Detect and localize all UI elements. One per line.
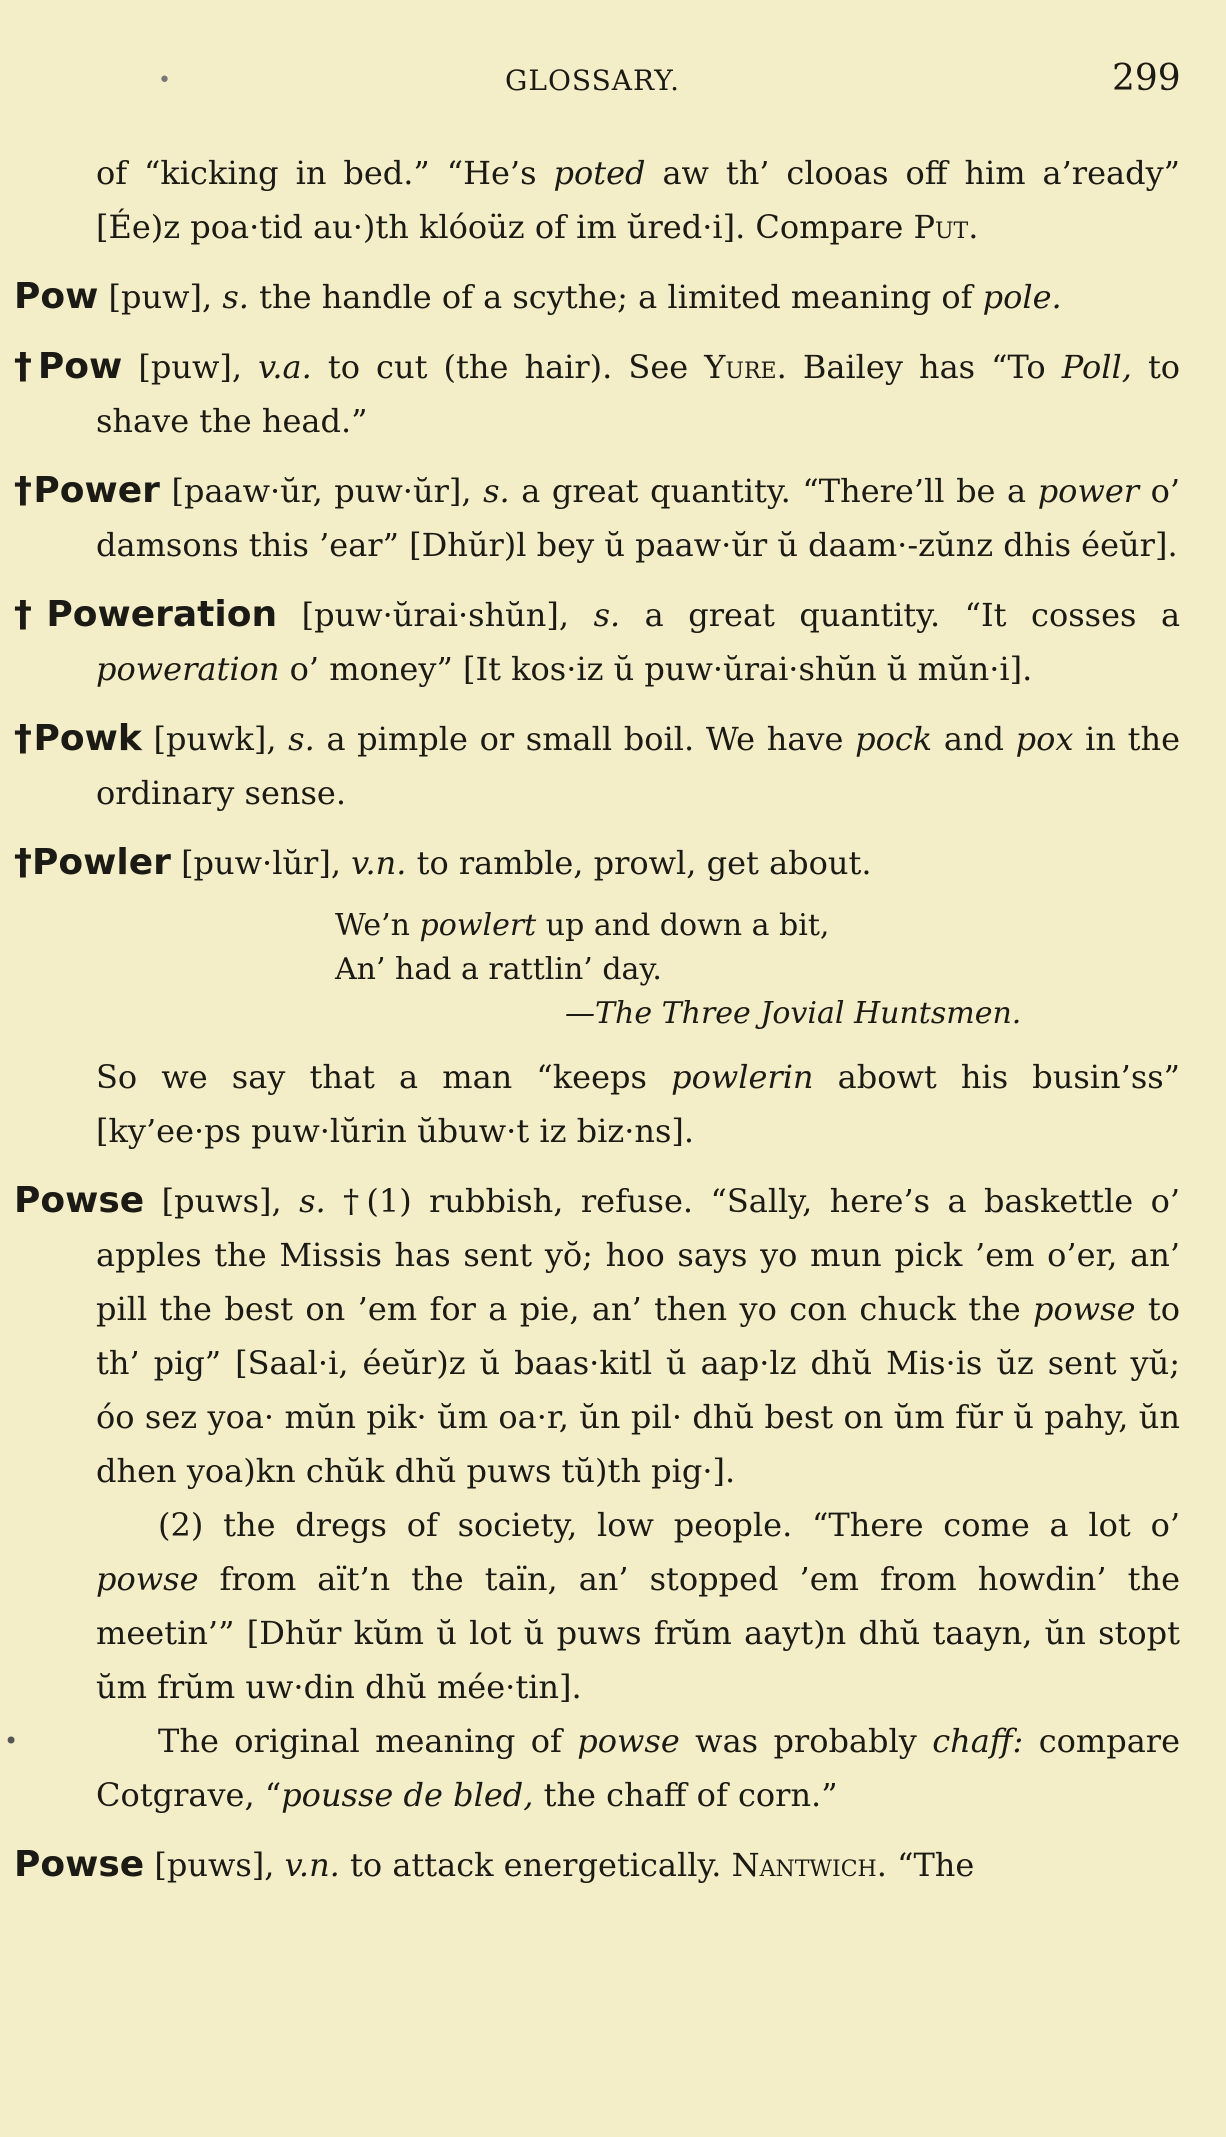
page-number: 299 xyxy=(1112,58,1181,99)
entry-poweration: †Poweration [puw·ŭrai·shŭn], s. a great quantity. “It cosses a poweration o’ money” [It kos·iz ŭ puw·ŭrai·shŭn ŭ mŭn·i]. xyxy=(14,594,1181,688)
running-header xyxy=(0,60,1226,100)
continued-entry: of “kicking in bed.” “He’s poted aw th’ clooas off him a’ready” [Ée)z poa·tid au·)th klóoüz of im ŭred·i]. Compare Put. xyxy=(96,154,1181,246)
header-title: GLOSSARY. xyxy=(505,64,681,97)
entry-pow-1: Pow [puw], s. the handle of a scythe; a limited meaning of pole. xyxy=(14,276,1062,317)
entry-power: †Power [paaw·ŭr, puw·ŭr], s. a great quantity. “There’ll be a power o’ damsons this ’ear” [Dhŭr)l bey ŭ paaw·ŭr ŭ daam·-zŭnz dhis éeŭr]. xyxy=(14,470,1181,564)
headword: Powse xyxy=(14,1180,145,1221)
entry-powse-verb: Powse [puws], v.n. to attack energetically. Nantwich. “The xyxy=(14,1844,975,1885)
powse-sense-2: (2) the dregs of society, low people. “There come a lot o’ powse from aït’n the taïn, an’ stopped ’em from howdin’ the meetin’” [Dhŭr kŭm ŭ lot ŭ puws frŭm aayt)n dhŭ taayn, ŭn stopt ŭm frŭm uw·din dhŭ mée·tin]. xyxy=(96,1506,1181,1706)
headword: †Power xyxy=(14,470,160,511)
headword: †Pow xyxy=(14,346,123,387)
glossary-body xyxy=(0,146,1226,1892)
headword: †Poweration xyxy=(14,594,278,635)
entry-powse-noun: Powse [puws], s. †(1) rubbish, refuse. “Sally, here’s a baskettle o’ apples the Missis has sent yŏ; hoo says yo mun pick ’em o’er, an’ pill the best on ’em for a pie, an’ then yo con chuck the powse to th’ pig” [Saal·i, éeŭr)z ŭ baas·kitl ŭ aap·lz dhŭ Mis·is ŭz sent yŭ; óo sez yoa· mŭn pik· ŭm oa·r, ŭn pil· dhŭ best on ŭm fŭr ŭ pahy, ŭn dhen yoa)kn chŭk dhŭ puws tŭ)th pig·]. xyxy=(14,1180,1181,1490)
entry-powler: †Powler [puw·lŭr], v.n. to ramble, prowl, get about. xyxy=(14,842,872,883)
powse-etymology: • The original meaning of powse was probably chaff: compare Cotgrave, “pousse de bled, the chaff of corn.” xyxy=(0,1714,1226,1822)
powler-note: So we say that a man “keeps powlerin abowt his busin’ss” [ky’ee·ps puw·lŭrin ŭbuw·t iz biz·ns]. xyxy=(96,1058,1181,1150)
header-mark: • xyxy=(158,68,171,93)
headword: †Powler xyxy=(14,842,171,883)
entry-pow-2: †Pow [puw], v.a. to cut (the hair). See Yure. Bailey has “To Poll, to shave the head.” xyxy=(14,346,1181,440)
headword: †Powk xyxy=(14,718,142,759)
headword: Powse xyxy=(14,1844,145,1885)
verse-quotation: We’n powlert up and down a bit, An’ had a rattlin’ day. —The Three Jovial Huntsmen. xyxy=(335,908,1022,1031)
headword: Pow xyxy=(14,276,99,317)
margin-mark: • xyxy=(4,1727,19,1755)
entry-powk: †Powk [puwk], s. a pimple or small boil. We have pock and pox in the ordinary sense. xyxy=(14,718,1181,812)
